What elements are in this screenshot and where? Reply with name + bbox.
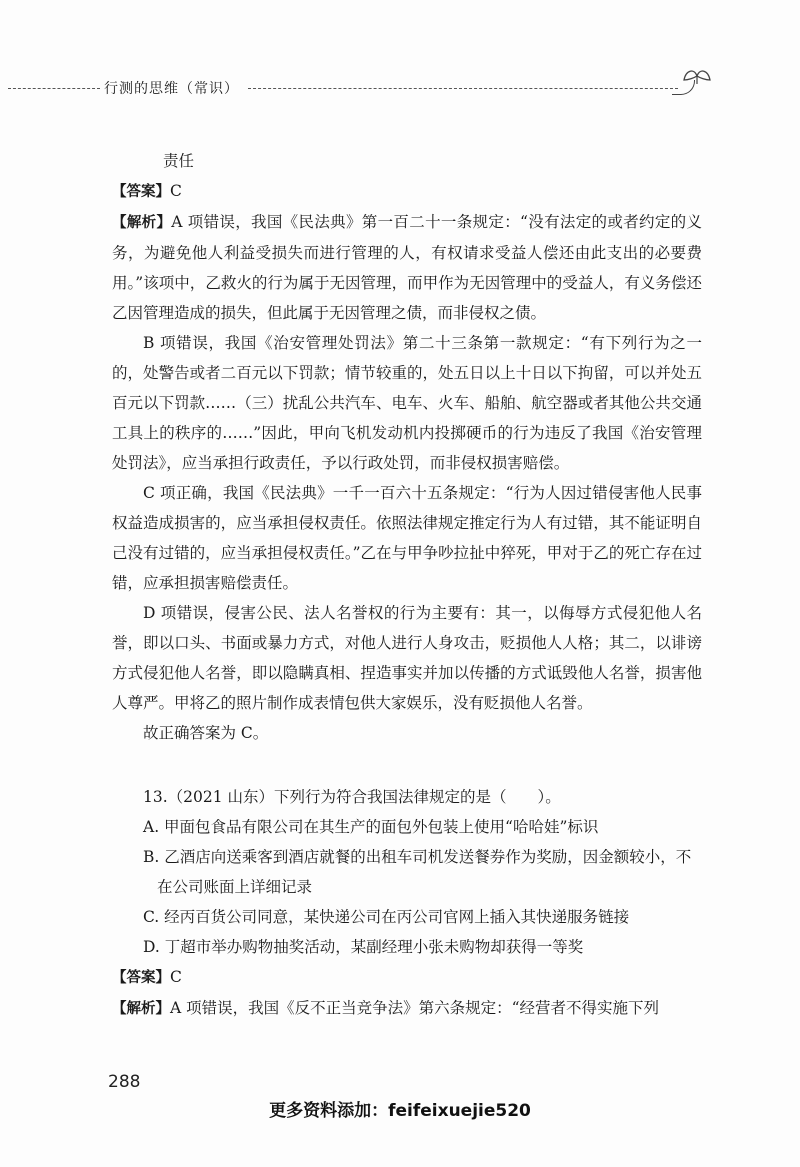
running-header bbox=[0, 74, 800, 104]
conclusion: 故正确答案为 C。 bbox=[143, 724, 269, 742]
analysis-text: A 项错误，我国《反不正当竞争法》第六条规定：“经营者不得实施下列 bbox=[170, 999, 660, 1017]
analysis-paragraph-c: C 项正确，我国《民法典》一千一百六十五条规定：“行为人因过错侵害他人民事权益造成损害的，应当承担侵权责任。依照法律规定推定行为人有过错，其不能证明自己没有过错的，应当承担侵权责任。”乙在与甲争吵拉扯中猝死，甲对于乙的死亡存在过错，应承担损害赔偿责任。 bbox=[112, 484, 702, 592]
continued-text: 责任 bbox=[163, 152, 195, 170]
leaf-icon bbox=[680, 66, 714, 86]
page-body bbox=[112, 146, 702, 1024]
analysis-paragraph-a bbox=[112, 207, 702, 328]
analysis-text: A 项错误，我国《民法典》第一百二十一条规定：“没有法定的或者约定的义务，为避免他人利益受损失而进行管理的人，有权请求受益人偿还由此支出的必要费用。”该项中，乙救火的行为属于无因管理，而甲作为无因管理中的受益人，有义务偿还乙因管理造成的损失，但此属于无因管理之债，而非侵权之债。 bbox=[112, 213, 702, 322]
header-rule-left bbox=[8, 88, 100, 89]
footer-promo: 更多资料添加：feifeixuejie520 bbox=[269, 1101, 531, 1121]
section-gap bbox=[112, 748, 702, 782]
answer-line-2 bbox=[112, 962, 702, 993]
answer-value: C bbox=[170, 182, 182, 200]
answer-tag: 【答案】 bbox=[112, 184, 170, 200]
option-d: D. 丁超市举办购物抽奖活动，某副经理小张未购物却获得一等奖 bbox=[143, 938, 584, 956]
option-b-continued: 在公司账面上详细记录 bbox=[157, 878, 313, 896]
analysis-paragraph-2 bbox=[112, 993, 702, 1024]
analysis-tag: 【解析】 bbox=[112, 215, 172, 231]
question-13: 13.（2021 山东）下列行为符合我国法律规定的是（ ）。 bbox=[143, 788, 561, 806]
page-number: 288 bbox=[108, 1072, 141, 1092]
answer-tag: 【答案】 bbox=[112, 970, 170, 986]
header-rule-right bbox=[248, 88, 678, 89]
option-b: B. 乙酒店向送乘客到酒店就餐的出租车司机发送餐券作为奖励，因金额较小，不 bbox=[143, 848, 692, 866]
option-c: C. 经丙百货公司同意，某快递公司在丙公司官网上插入其快递服务链接 bbox=[143, 908, 630, 926]
analysis-tag: 【解析】 bbox=[112, 1001, 170, 1017]
analysis-paragraph-b: B 项错误，我国《治安管理处罚法》第二十三条第一款规定：“有下列行为之一的，处警告或者二百元以下罚款；情节较重的，处五日以上十日以下拘留，可以并处五百元以下罚款……（三）扰乱公共汽车、电车、火车、船舶、航空器或者其他公共交通工具上的秩序的……”因此，甲向飞机发动机内投掷硬币的行为违反了我国《治安管理处罚法》，应当承担行政责任，予以行政处罚，而非侵权损害赔偿。 bbox=[112, 334, 702, 472]
answer-line-1 bbox=[112, 176, 702, 207]
analysis-paragraph-d: D 项错误，侵害公民、法人名誉权的行为主要有：其一，以侮辱方式侵犯他人名誉，即以口头、书面或暴力方式，对他人进行人身攻击，贬损他人人格；其二，以诽谤方式侵犯他人名誉，即以隐瞒真相、捏造事实并加以传播的方式诋毁他人名誉，损害他人尊严。甲将乙的照片制作成表情包供大家娱乐，没有贬损他人名誉。 bbox=[112, 604, 702, 712]
option-a: A. 甲面包食品有限公司在其生产的面包外包装上使用“哈哈娃”标识 bbox=[143, 818, 599, 836]
header-title: 行测的思维（常识） bbox=[104, 81, 239, 97]
answer-value: C bbox=[170, 968, 182, 986]
